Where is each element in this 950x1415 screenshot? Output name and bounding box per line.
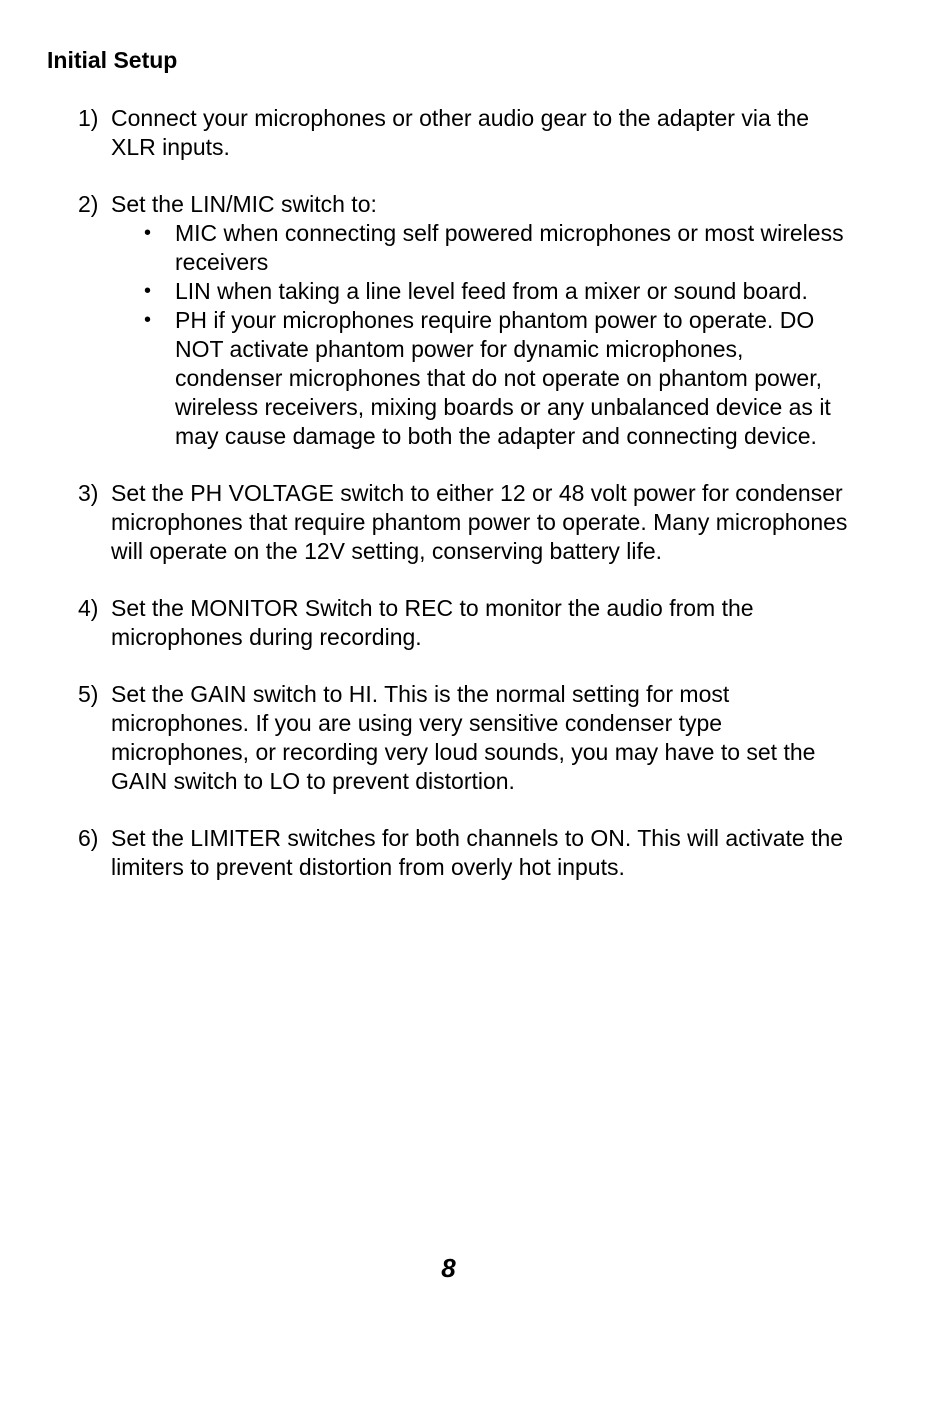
step-text: Connect your microphones or other audio gear to the adapter via the XLR inputs. <box>111 105 810 160</box>
step-4 <box>78 594 848 652</box>
bullet-icon: • <box>144 280 152 302</box>
option-mic <box>111 219 848 277</box>
step-6 <box>78 824 848 882</box>
option-lin <box>111 277 848 306</box>
setup-steps-list <box>78 104 848 910</box>
step-3 <box>78 479 848 566</box>
step-text: Set the MONITOR Switch to REC to monitor the audio from the microphones during recording. <box>111 595 754 650</box>
step-text: Set the LIMITER switches for both channels to ON. This will activate the limiters to prevent distortion from overly hot inputs. <box>111 825 844 880</box>
step-5 <box>78 680 848 796</box>
step-number: 1) <box>78 105 99 131</box>
bullet-text: MIC when connecting self powered microphones or most wireless receivers <box>175 220 844 275</box>
step-number: 4) <box>78 595 99 621</box>
step-text: Set the PH VOLTAGE switch to either 12 or 48 volt power for condenser microphones that require phantom power to operate. Many microphones will operate on the 12V setting, conserving battery life. <box>111 480 848 564</box>
step-number: 6) <box>78 825 99 851</box>
page-number: 8 <box>441 1253 456 1283</box>
bullet-text: LIN when taking a line level feed from a mixer or sound board. <box>175 278 808 304</box>
step-number: 5) <box>78 681 99 707</box>
bullet-icon: • <box>144 222 152 244</box>
bullet-text: PH if your microphones require phantom power to operate. DO NOT activate phantom power for dynamic microphones, condenser microphones that do not operate on phantom power, wireless receivers, mixing boards or any unbalanced device as it may cause damage to both the adapter and connecting device. <box>175 307 831 449</box>
bullet-icon: • <box>144 309 152 331</box>
switch-options-list <box>111 219 848 451</box>
step-number: 3) <box>78 480 99 506</box>
step-text: Set the GAIN switch to HI. This is the normal setting for most microphones. If you are using very sensitive condenser type microphones, or recording very loud sounds, you may have to set the GAIN switch to LO to prevent distortion. <box>111 681 816 794</box>
option-ph <box>111 306 848 451</box>
step-1 <box>78 104 848 162</box>
step-2 <box>78 190 848 451</box>
step-number: 2) <box>78 191 99 217</box>
section-heading: Initial Setup <box>47 47 178 73</box>
step-text: Set the LIN/MIC switch to: <box>111 191 377 217</box>
